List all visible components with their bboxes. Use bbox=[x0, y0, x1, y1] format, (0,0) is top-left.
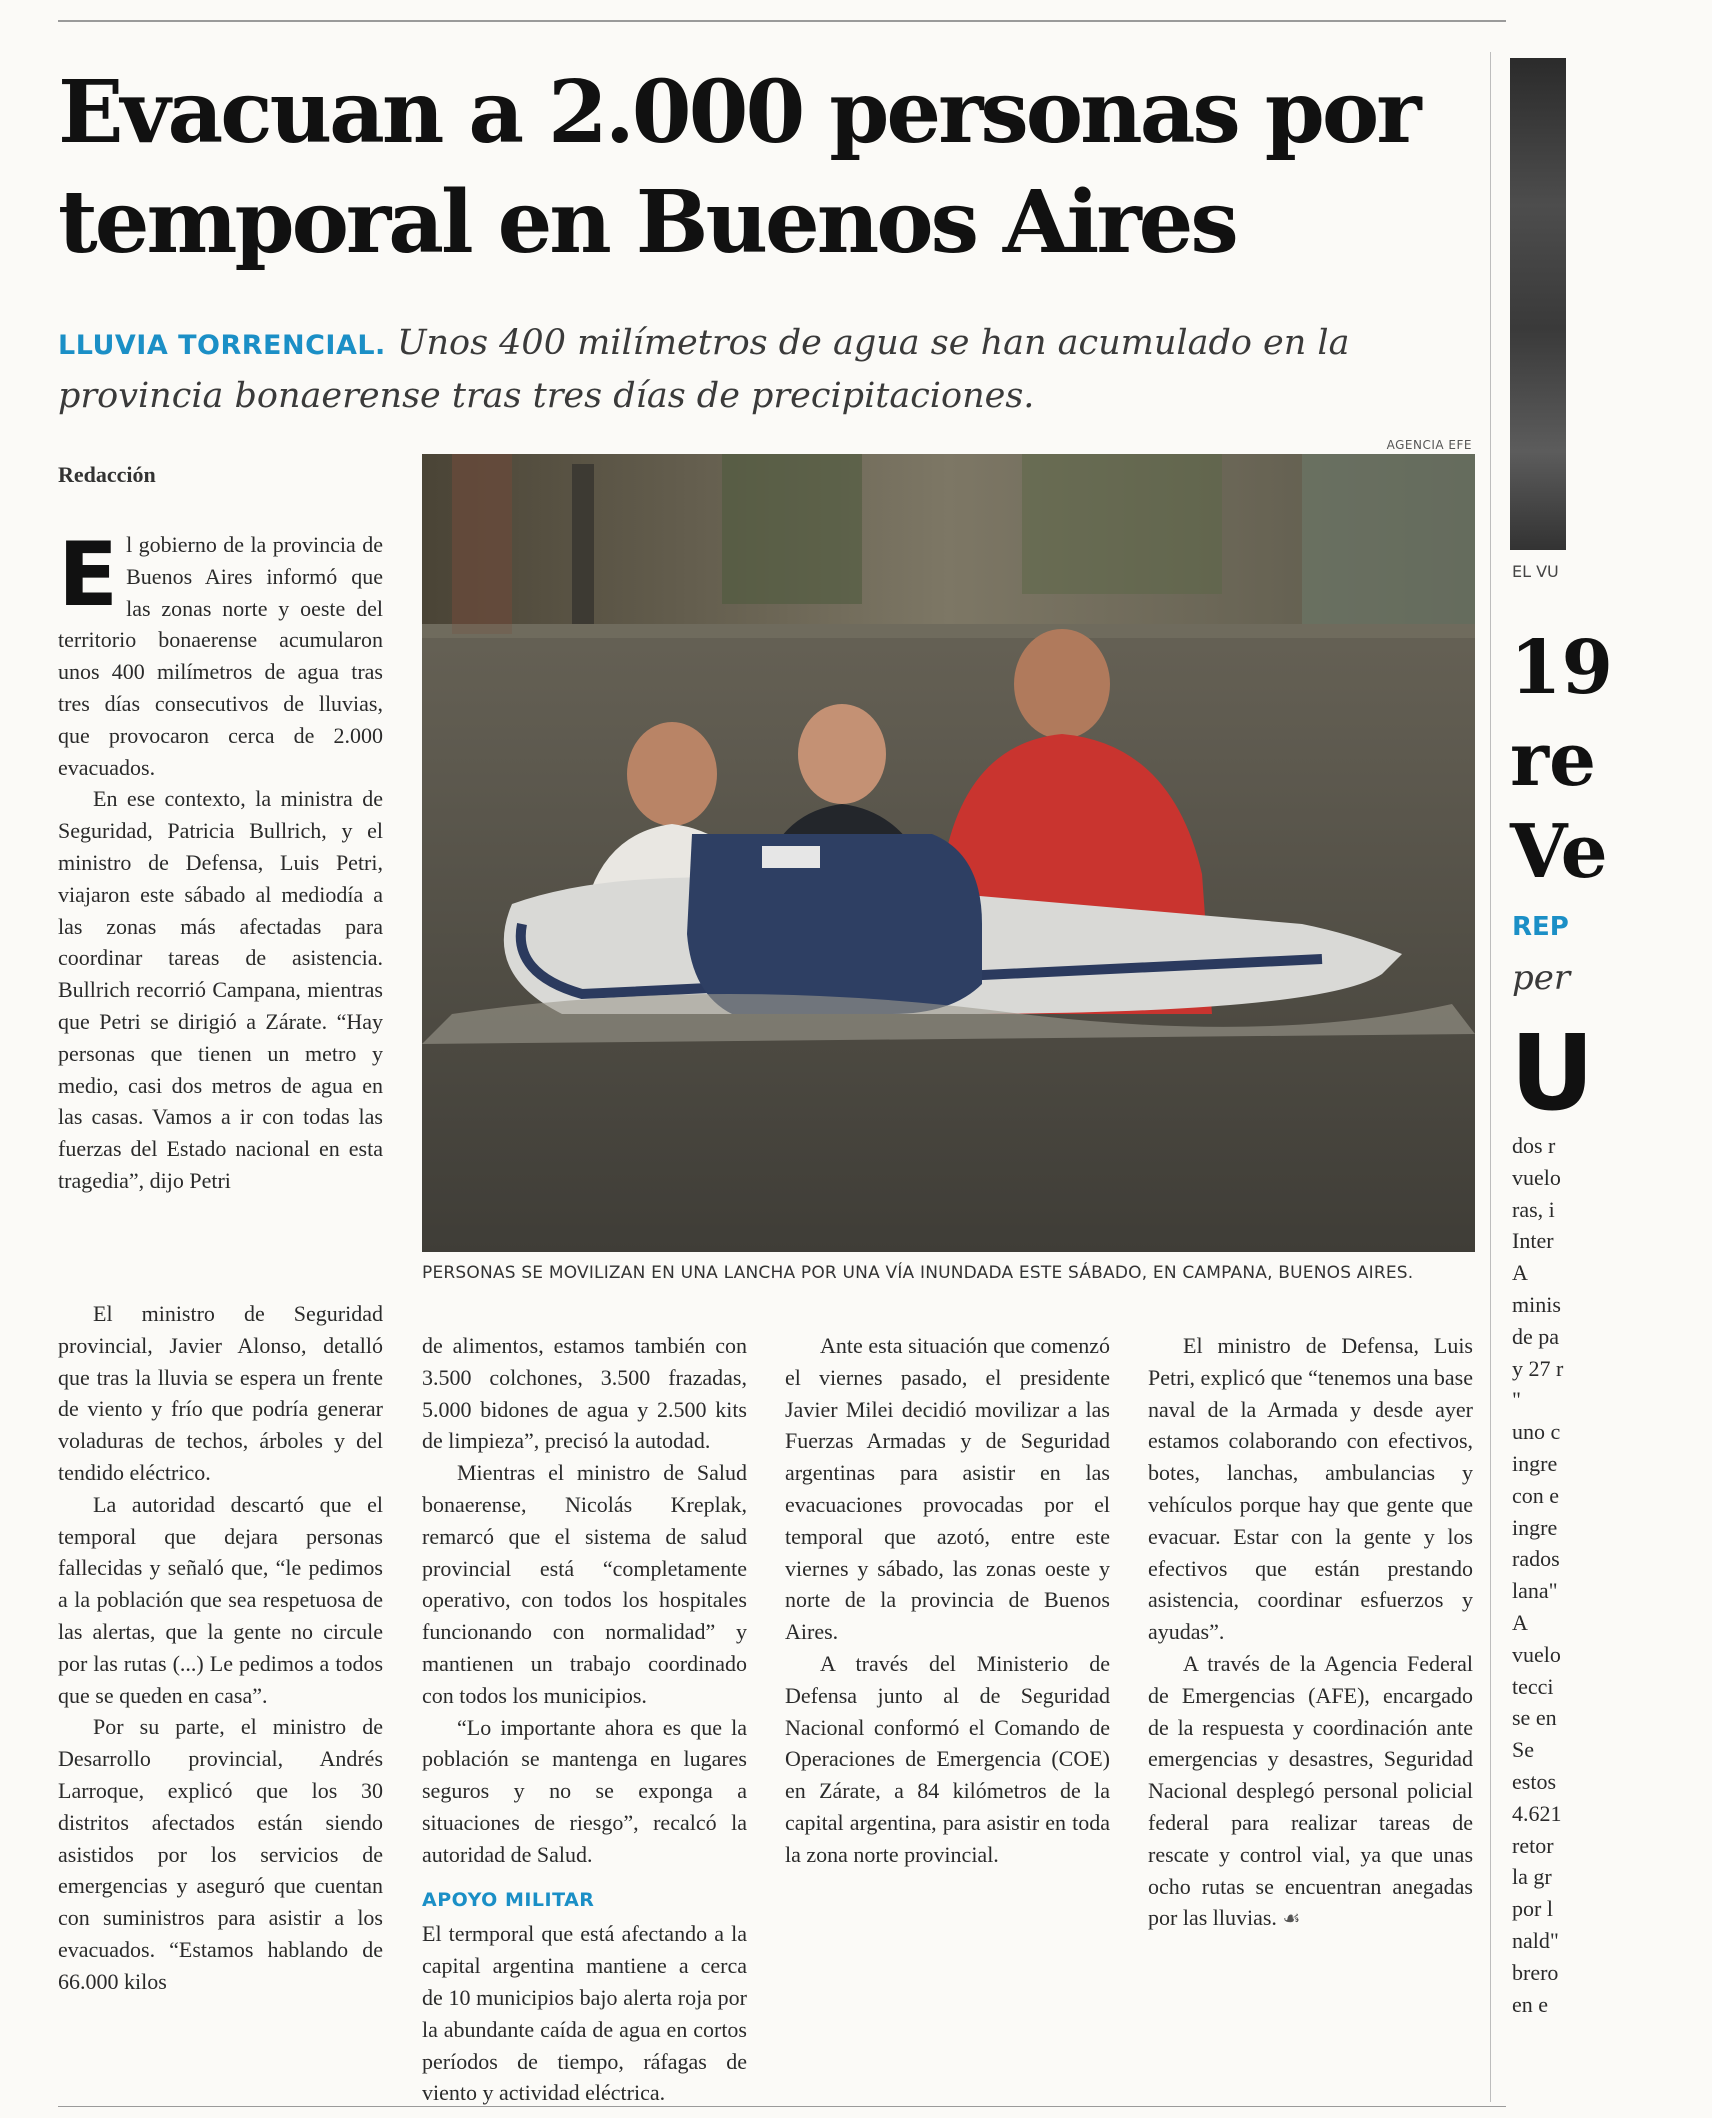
kicker: LLUVIA TORRENCIAL. bbox=[58, 330, 386, 361]
column-2 bbox=[422, 1330, 747, 2109]
drop-cap: E bbox=[58, 523, 119, 626]
photo-credit: AGENCIA EFE bbox=[1386, 438, 1472, 452]
adjacent-body-line: en e bbox=[1512, 1991, 1549, 2017]
headline: Evacuan a 2.000 personas por temporal en Buenos Aires bbox=[58, 62, 1419, 273]
adjacent-body-line: Inter bbox=[1512, 1228, 1554, 1254]
paragraph: El gobierno de la provincia de Buenos Aires informó que las zonas norte y oeste del territorio bonaerense acumularon unos 400 milímetros de agua tras tres días consecutivos de lluvias, que provocaron cerca de 2.000 evacuados. bbox=[58, 523, 383, 780]
adjacent-photo-caption: EL VU bbox=[1512, 562, 1559, 581]
paragraph: Ante esta situación que comenzó el viernes pasado, el presidente Javier Milei decidió movilizar a las Fuerzas Armadas y de Seguridad argentinas para asistir en las evacuaciones provocadas por el temporal que azotó, entre este viernes y sábado, las zonas oeste y norte de la provincia de Buenos Aires. bbox=[785, 1333, 1110, 1645]
photo-caption: PERSONAS SE MOVILIZAN EN UNA LANCHA POR UNA VÍA INUNDADA ESTE SÁBADO, EN CAMPANA, BUENOS AIRES. bbox=[422, 1263, 1414, 1283]
deck-text: Unos 400 milímetros de agua se han acumulado en la provincia bonaerense tras tres días de precipitaciones. bbox=[58, 323, 1350, 416]
adjacent-body-line: brero bbox=[1512, 1959, 1559, 1985]
paragraph: “Lo importante ahora es que la población se mantenga en lugares seguros y no se exponga a situaciones de riesgo”, recalcó la autoridad de Salud. bbox=[422, 1714, 747, 1867]
adjacent-body bbox=[1512, 1130, 1712, 2020]
adjacent-body-line: A bbox=[1512, 1609, 1528, 1635]
adjacent-body-line: ras, i bbox=[1512, 1196, 1555, 1222]
adjacent-drop-cap: U bbox=[1510, 1012, 1595, 1134]
adjacent-body-line: vuelo bbox=[1512, 1164, 1561, 1190]
column-1-bottom bbox=[58, 1298, 383, 1998]
paragraph: A través de la Agencia Federal de Emergencias (AFE), encargado de la respuesta y coordinación ante emergencias y desastres, Seguridad Nacional desplegó personal policial federal para realizar tareas de rescate y control vial, ya que unas ocho rutas se encuentran anegadas por las lluvias. ☙ bbox=[1148, 1650, 1473, 1931]
adjacent-body-line: dos r bbox=[1512, 1133, 1556, 1158]
subhead: APOYO MILITAR bbox=[422, 1888, 595, 1911]
adjacent-body-line: ingre bbox=[1512, 1514, 1558, 1540]
adjacent-body-line: retor bbox=[1512, 1832, 1554, 1858]
column-3 bbox=[785, 1330, 1110, 1871]
column-4 bbox=[1148, 1330, 1473, 1936]
adjacent-body-line: de pa bbox=[1512, 1323, 1560, 1349]
adjacent-body-line: con e bbox=[1512, 1482, 1560, 1508]
adjacent-body-line: 4.621 bbox=[1512, 1800, 1562, 1826]
column-1-top bbox=[58, 523, 383, 1197]
adjacent-body-line: lana" bbox=[1512, 1578, 1558, 1604]
adjacent-body-line: " bbox=[1512, 1387, 1521, 1413]
adjacent-body-line: se en bbox=[1512, 1705, 1557, 1731]
adjacent-body-line: por l bbox=[1512, 1896, 1553, 1922]
adjacent-body-line: vuelo bbox=[1512, 1641, 1561, 1667]
end-mark-icon: ☙ bbox=[1282, 1908, 1301, 1931]
adjacent-body-line: tecci bbox=[1512, 1673, 1554, 1699]
paragraph: A través del Ministerio de Defensa junto al de Seguridad Nacional conformó el Comando de Operaciones de Emergencia (COE) en Zárate, a 84 kilómetros de la capital argentina, para asistir en toda la zona norte provincial. bbox=[785, 1650, 1110, 1867]
paragraph: La autoridad descartó que el temporal que dejara personas fallecidas y señaló que, “le pedimos a la población que sea respetuosa de las alertas, que la gente no circule por las rutas (...) Le pedimos a todos que se queden en casa”. bbox=[58, 1491, 383, 1708]
adjacent-article bbox=[1510, 0, 1613, 2118]
adjacent-body-line: rados bbox=[1512, 1546, 1560, 1572]
paragraph: Mientras el ministro de Salud bonaerense, Nicolás Kreplak, remarcó que el sistema de salud provincial está “completamente operativo, con todos los hospitales funcionando con normalidad” y mantienen un trabajo coordinado con todos los municipios. bbox=[422, 1460, 747, 1708]
paragraph: En ese contexto, la ministra de Seguridad, Patricia Bullrich, y el ministro de Defensa, Luis Petri, viajaron este sábado al mediodía a las zonas más afectadas para coordinar tareas de asistencia. Bullrich recorrió Campana, mientras que Petri se dirigió a Zárate. “Hay personas que tienen un metro y medio, casi dos metros de agua en las casas. Vamos a ir con todas las fuerzas del Estado nacional en esta tragedia”, dijo Petri bbox=[58, 786, 383, 1193]
top-rule bbox=[58, 20, 1506, 22]
adjacent-body-line: uno c bbox=[1512, 1419, 1561, 1445]
paragraph: Por su parte, el ministro de Desarrollo provincial, Andrés Larroque, explicó que los 30 distritos afectados están siendo asistidos por los servicios de emergencias y aseguró que cuentan con suministros para asistir a los evacuados. “Estamos hablando de 66.000 kilos bbox=[58, 1714, 383, 1994]
adjacent-headline: 19 re Ve bbox=[1510, 625, 1613, 895]
adjacent-body-line: nald" bbox=[1512, 1927, 1559, 1953]
adjacent-photo bbox=[1510, 58, 1566, 550]
paragraph: El ministro de Defensa, Luis Petri, explicó que “tenemos una base naval de la Armada y desde ayer estamos colaborando con efectivos, botes, lanchas, ambulancias y vehículos porque hay que gente que evacuar. Estar con la gente y los efectivos que están prestando asistencia, coordinar esfuerzos y ayudas”. bbox=[1148, 1333, 1474, 1645]
adjacent-kicker: REP bbox=[1512, 912, 1569, 942]
adjacent-body-line: A bbox=[1512, 1260, 1528, 1286]
deck bbox=[58, 318, 1468, 421]
flood-photo bbox=[422, 454, 1475, 1252]
adjacent-body-line: minis bbox=[1512, 1291, 1561, 1317]
adjacent-body-line: Se bbox=[1512, 1737, 1534, 1763]
paragraph: El termporal que está afectando a la capital argentina mantiene a cerca de 10 municipios bajo alerta roja por la abundante caída de agua en cortos períodos de tiempo, ráfagas de viento y actividad eléctrica. bbox=[422, 1921, 747, 2106]
adjacent-body-line: y 27 r bbox=[1512, 1355, 1564, 1381]
column-separator bbox=[1490, 52, 1491, 2102]
paragraph: El ministro de Seguridad provincial, Javier Alonso, detalló que tras la lluvia se espera un frente de viento y frío que podría generar voladuras de techos, árboles y del tendido eléctrico. bbox=[58, 1301, 383, 1485]
adjacent-body-line: estos bbox=[1512, 1768, 1556, 1794]
adjacent-body-line: la gr bbox=[1512, 1864, 1552, 1890]
byline: Redacción bbox=[58, 462, 156, 487]
paragraph: de alimentos, estamos también con 3.500 colchones, 3.500 frazadas, 5.000 bidones de agua y 2.500 kits de limpieza”, precisó la autodad. bbox=[422, 1333, 747, 1454]
adjacent-body-line: ingre bbox=[1512, 1450, 1558, 1476]
bottom-rule bbox=[58, 2106, 1506, 2107]
adjacent-deck: per bbox=[1512, 958, 1571, 998]
